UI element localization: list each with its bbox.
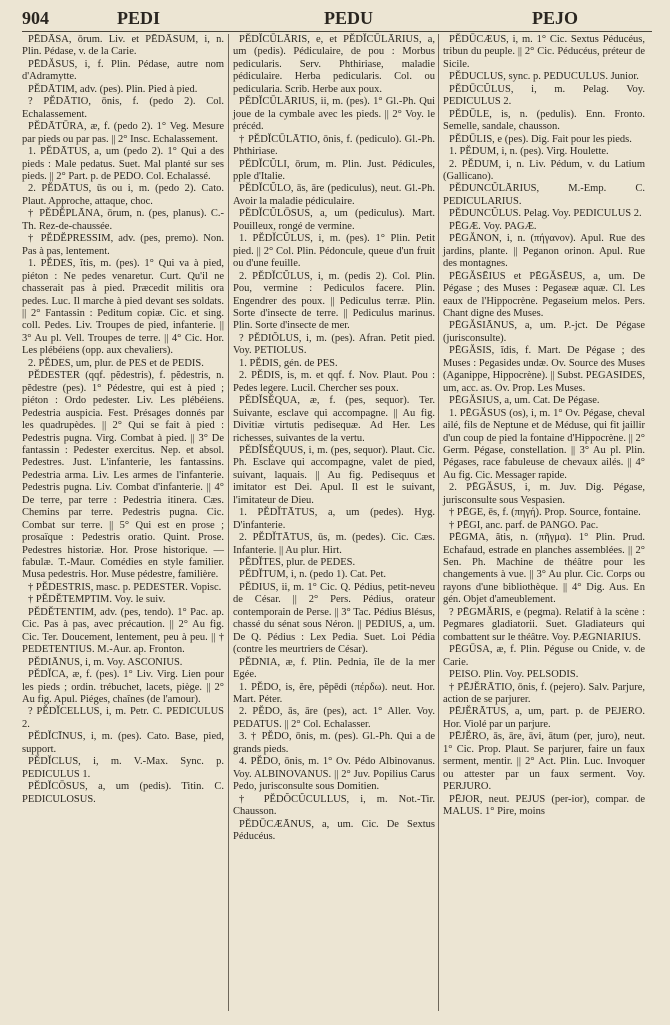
dictionary-entry: 1. PĔDĬTĀTUS, a, um (pedes). Hyg. D'infanterie. xyxy=(233,507,435,531)
dictionary-entry: † PĔDESTRIS, masc. p. PEDESTER. Vopisc. xyxy=(28,581,222,593)
dictionary-entry: PĒDĂSUS, i, f. Plin. Pédase, autre nom d'Adramytte. xyxy=(22,58,224,83)
dictionary-entry: 1. PĔDO, is, ĕre, pĕpēdi (πέρδω). neut. Hor. Mart. Péter. xyxy=(233,681,435,706)
dictionary-entry: 1. PĔDES, ĭtis, m. (pes). 1° Qui va à pied, piéton : Ne pedes venaretur. Curt. Qu'il ne chasserait pas à pied. Præcedit militis ora pedes. Luc. Il marche à pied devant ses soldats. || 2° Fantassin : Peditum copiæ. Cic. et sing. coll. Pedes. Liv. Troupes de pied, infanterie. || 3° Au pl. Vell. Troupes de terre. || 4° Cic. Hor. Les plébéiens (opp. aux chevaliers). xyxy=(22,258,224,357)
dictionary-entry: PĔDIUS, ii, m. 1° Cic. Q. Pédius, petit-neveu de César. || 2° Pers. Pédius, orateur contemporain de Perse. || 3° Tac. Pédius Blésus, chassé du sénat sous Néron. || PEDIUS, a, um. De Q. Pédius : Lex Pedia. Suet. Loi Pédia (contre les meurtriers de César). xyxy=(233,581,435,656)
page-number: 904 xyxy=(22,8,49,28)
dictionary-entry: PĒDĀSA, ōrum. Liv. et PĒDĀSUM, i, n. Plin. Pédase, v. de la Carie. xyxy=(22,34,224,58)
dictionary-entry: † PĔDĔTEMPTIM. Voy. le suiv. xyxy=(28,594,166,606)
column-right xyxy=(443,34,645,819)
dictionary-entry: PĒJOR, neut. PEJUS (per-ior), compar. de MALUS. 1° Pire, moins xyxy=(443,793,645,818)
dictionary-entry: PĔDŪLE, is, n. (pedulis). Enn. Fronto. Semelle, sandale, chausson. xyxy=(443,108,645,133)
dictionary-entry: ? PĒGMĂRIS, e (pegma). Relatif à la scène : Pegmares gladiatorii. Suet. Gladiateurs qui combattent sur le théâtre. Voy. PÆGNIARIUS. xyxy=(443,606,645,643)
dictionary-entry: PĔDĬCA, æ, f. (pes). 1° Liv. Virg. Lien pour les pieds ; ordin. trébuchet, lacets, piège. || 2° Au fig. Apul. Piéges, chaînes (de l'amour). xyxy=(22,669,224,706)
dictionary-entry: 3. † PĔDO, ōnis, m. (pes). Gl.-Ph. Qui a de grands pieds. xyxy=(233,731,435,755)
column-middle xyxy=(233,34,435,843)
dictionary-entry: PĒGMA, ătis, n. (πῆγμα). 1° Plin. Prud. Echafaud, estrade en planches assemblées. || 2° Sen. Ph. Machine de théâtre pour les changements à vue. || 3° Au plur. Cic. Corps ou rayons d'une bibliothèque. || 4° Dig. Aus. En gén. Objet d'ameublement. xyxy=(443,532,645,606)
dictionary-entry: 1. PĔDUM, i, n. (pes). Virg. Houlette. xyxy=(449,146,609,158)
header-rule xyxy=(22,31,652,32)
dictionary-entry: PEISO. Plin. Voy. PELSODIS. xyxy=(449,669,579,681)
dictionary-entry: † PĔDĔPRESSIM, adv. (pes, premo). Non. Pas à pas, lentement. xyxy=(22,233,224,257)
dictionary-entry: PĔDĬCŪLĀRIS, e, et PĔDĬCŪLĀRIUS, a, um (pedis). Pédiculaire, de pou : Morbus pedicularis. Serv. Phthiriase, maladie pédiculaire. Herba pedicularis. Col. ou pedicularia. Scrib. Herbe aux poux. xyxy=(233,34,435,95)
dictionary-entry: PĒGŪSA, æ, f. Plin. Péguse ou Cnide, v. de Carie. xyxy=(443,644,645,668)
dictionary-entry: † PĔDĔPLĀNA, ōrum, n. (pes, planus). C.-Th. Rez-de-chaussée. xyxy=(22,208,224,232)
column-divider xyxy=(228,34,229,1011)
dictionary-entry: PĒJĔRO, ās, āre, āvi, ātum (per, juro), neut. 1° Cic. Prop. Plaut. Se parjurer, faire un faux serment, mentir. || 2° Act. Plin. Luc. Invoquer ou attester par un faux serment. Voy. PERJURO. xyxy=(443,731,645,793)
dictionary-entry: 2. PĒGĂSUS, i, m. Juv. Dig. Pégase, jurisconsulte sous Vespasien. xyxy=(443,482,645,506)
dictionary-entry: 2. PĔDES, um, plur. de PES et de PEDIS. xyxy=(28,357,204,369)
dictionary-entry: PĔDĬCŬLŌSUS, a, um (pediculus). Mart. Pouilleux, rongé de vermine. xyxy=(233,208,435,232)
dictionary-entry: PĔDUNCŬLĀRIUS, M.-Emp. C. PEDICULARIUS. xyxy=(443,183,645,207)
guide-word-left: PEDI xyxy=(117,8,161,28)
dictionary-entry: ? PĔDĬCELLUS, i, m. Petr. C. PEDICULUS 2. xyxy=(22,706,224,730)
column-divider xyxy=(438,34,439,1011)
dictionary-entry: PĔDŪLIS, e (pes). Dig. Fait pour les pieds. xyxy=(449,133,632,145)
dictionary-entry: † PĒJĔRĀTIO, ōnis, f. (pejero). Salv. Parjure, action de se parjurer. xyxy=(443,681,645,706)
dictionary-entry: PĔDĬCŌSUS, a, um (pedis). Titin. C. PEDICULOSUS. xyxy=(22,781,224,805)
dictionary-entry: 2. PĔDĀTUS, ūs ou i, m. (pedo 2). Cato. Plaut. Approche, attaque, choc. xyxy=(22,183,224,207)
column-left xyxy=(22,34,224,806)
dictionary-entry: 4. PĔDO, ōnis, m. 1° Ov. Pédo Albinovanus. Voy. ALBINOVANUS. || 2° Juv. Popilius Carus Pedo, jurisconsulte sous Domitien. xyxy=(233,756,435,793)
dictionary-entry: PĔDĀTŪRA, æ, f. (pedo 2). 1° Veg. Mesure par pieds ou par pas. || 2° Insc. Echalassement. xyxy=(22,121,224,145)
dictionary-entry: PĒJĔRĀTUS, a, um, part. p. de PEJERO. Hor. Violé par un parjure. xyxy=(443,706,645,730)
dictionary-entry: 1. PĔDĀTUS, a, um (pedo 2). 1° Qui a des pieds : Male pedatus. Suet. Mal planté sur ses pieds. || 2° Part. p. de PEDO. Col. Echalassé. xyxy=(22,146,224,182)
guide-word-center: PEDU xyxy=(324,8,373,28)
dictionary-entry: PĔDĬSĔQUA, æ, f. (pes, sequor). Ter. Suivante, esclave qui accompagne. || Au fig. Divitiæ virtutis pedisequæ. Ad Her. Les richesses, suivantes de la vertu. xyxy=(233,395,435,444)
dictionary-entry: PĔDĬCŪLĀRIUS, ii, m. (pes). 1° Gl.-Ph. Qui joue de la cymbale avec les pieds. || 2° Voy. le précéd. xyxy=(233,96,435,133)
dictionary-entry: PĔDIĀNUS, i, m. Voy. ASCONIUS. xyxy=(28,656,183,668)
dictionary-entry: PĔDESTER (qqf. pĕdestris), f. pĕdestris, n. pĕdestre (pes). 1° Pédestre, qui est à pied ; piéton : Ordo pedester. Liv. Les plébéiens. Pedestria auspicia. Fest. Présages donnés par les quadrupèdes. || 2° Qui se fait à pied : Pedestris pugna. Virg. Combat à pied. || 3° De fantassin : Pedester exercitus. Nep. et absol. Pedestres. Just. L'infanterie, les fantassins. Pedestria arma. Liv. Les armes de l'infanterie. Pedestris pugna. Liv. Combat d'infanterie. || 4° De terre, par terre : Pedestria itinera. Cæs. Chemins par terre. Pedestris pugna. Cic. Combat sur terre. || 5° Qui est en prose ; prosaïque : Pedestris oratio. Quint. Prose. Pedestres historiæ. Hor. Prose historique. — fabulæ. T.-Maur. Comédies en style familier. Musa pedestris. Hor. Muse pédestre, familière. xyxy=(22,370,224,581)
dictionary-entry: PĔDĬCŬLO, ās, āre (pediculus), neut. Gl.-Ph. Avoir la maladie pédiculaire. xyxy=(233,183,435,207)
dictionary-entry: PĔDŪCÆUS, i, m. 1° Cic. Sextus Péducéus, tribun du peuple. || 2° Cic. Péducéus, préteur de Sicile. xyxy=(443,34,645,70)
dictionary-entry: 2. PĔDĬTĀTUS, ūs, m. (pedes). Cic. Cæs. Infanterie. || Au plur. Hirt. xyxy=(233,532,435,556)
dictionary-entry: PĔDUNCŬLUS. Pelag. Voy. PEDICULUS 2. xyxy=(449,208,642,220)
dictionary-entry: † PĔDĬCŪLĀTIO, ōnis, f. (pediculo). Gl.-Ph. Phthiriase. xyxy=(233,133,435,158)
dictionary-entry: PĔDĬTUM, i, n. (pedo 1). Cat. Pet. xyxy=(239,569,386,581)
dictionary-entry: PĔDĬCŬLI, ōrum, m. Plin. Just. Pédicules, pple d'Italie. xyxy=(233,158,435,182)
dictionary-entry: ? PĔDIŎLUS, i, m. (pes). Afran. Petit pied. Voy. PETIOLUS. xyxy=(233,332,435,357)
dictionary-entry: † PĒGI, anc. parf. de PANGO. Pac. xyxy=(449,519,599,531)
dictionary-entry: † PĔDŎCŬCULLUS, i, m. Not.-Tir. Chausson. xyxy=(233,793,435,818)
dictionary-entry: PĔDŪCÆĀNUS, a, um. Cic. De Sextus Péducéus. xyxy=(233,818,435,842)
dictionary-entry: 1. PĔDĬCŬLUS, i, m. (pes). 1° Plin. Petit pied. || 2° Col. Plin. Pédoncule, queue d'un fruit ou d'une feuille. xyxy=(233,233,435,270)
dictionary-entry: 2. PĔDO, ās, āre (pes), act. 1° Aller. Voy. PEDATUS. || 2° Col. Echalasser. xyxy=(233,706,435,730)
running-header xyxy=(22,6,652,30)
dictionary-entry: PĔDUCLUS, sync. p. PEDUCULUS. Junior. xyxy=(449,71,639,83)
dictionary-entry: PĔDĬCĪNUS, i, m. (pes). Cato. Base, pied, support. xyxy=(22,731,224,755)
dictionary-entry: PĒGĂSIĀNUS, a, um. P.-jct. De Pégase (jurisconsulte). xyxy=(443,320,645,344)
dictionary-entry: PĒGĂSIS, ĭdis, f. Mart. De Pégase ; des Muses : Pegasides undæ. Ov. Source des Muses (Aganippe, Hippocrène). || Subst. PEGASIDES, um, acc. as. Ov. Prop. Les Muses. xyxy=(443,345,645,394)
dictionary-entry: ? PĔDĀTIO, ōnis, f. (pedo 2). Col. Echalassement. xyxy=(22,96,224,120)
dictionary-entry: PĔDŪCŬLUS, i, m. Pelag. Voy. PEDICULUS 2. xyxy=(443,83,645,108)
dictionary-entry: 2. PĔDĬCŬLUS, i, m. (pedis 2). Col. Plin. Pou, vermine : Pediculos facere. Plin. Engendrer des poux. || Pediculus terræ. Plin. Sorte d'insecte de terre. || Pediculus marinus. Plin. Sorte d'insecte de mer. xyxy=(233,270,435,332)
dictionary-entry: PĔDĀTIM, adv. (pes). Plin. Pied à pied. xyxy=(28,83,198,95)
dictionary-entry: 1. PĒGĂSUS (os), i, m. 1° Ov. Pégase, cheval ailé, fils de Neptune et de Méduse, qui fit jaillir d'un coup de pied la fontaine d'Hippocrène. || 2° Germ. Pégase, constellation. || 3° Au pl. Plin. Pégases, race fabuleuse de chevaux ailés. || 4° Au fig. Cic. Messager rapide. xyxy=(443,407,645,481)
dictionary-entry: PĔDĔTENTIM, adv. (pes, tendo). 1° Pac. ap. Cic. Pas à pas, avec précaution. || 2° Au fig. Cic. Ter. Doucement, lentement, peu à peu. || † PEDETENTIUS. M.-Aur. ap. Fronton. xyxy=(22,606,224,656)
dictionary-entry: PĒGÆ. Voy. PAGÆ. xyxy=(449,220,537,232)
dictionary-entry: PĒGĂSIUS, a, um. Cat. De Pégase. xyxy=(449,395,600,407)
guide-word-right: PEJO xyxy=(532,8,579,28)
dictionary-entry: PĔDNIA, æ, f. Plin. Pednia, île de la mer Egée. xyxy=(233,656,435,681)
dictionary-entry: PĔDĬTES, plur. de PEDES. xyxy=(239,557,356,569)
dictionary-entry: 2. PĔDUM, i, n. Liv. Pédum, v. du Latium (Gallicano). xyxy=(443,158,645,182)
dictionary-entry: 1. PĔDIS, gén. de PES. xyxy=(239,357,338,369)
dictionary-entry: PĒGĂNON, i, n. (πήγανον). Apul. Rue des jardins, plante. || Peganon orinon. Apul. Rue des montagnes. xyxy=(443,233,645,270)
dictionary-entry: PĔDĬSĔQUUS, i, m. (pes, sequor). Plaut. Cic. Ph. Esclave qui accompagne, valet de pied, suivant, laquais. || Au fig. Pedisequus et imitator est Dei. Apul. Il est le suivant, l'imitateur de Dieu. xyxy=(233,444,435,506)
dictionary-entry: † PĒGE, ēs, f. (πηγή). Prop. Source, fontaine. xyxy=(449,507,641,519)
dictionary-entry: 2. PĔDIS, is, m. et qqf. f. Nov. Plaut. Pou : Pedes legere. Lucil. Chercher ses poux. xyxy=(233,370,435,394)
dictionary-entry: PĔDĬCLUS, i, m. V.-Max. Sync. p. PEDICULUS 1. xyxy=(22,756,224,780)
dictionary-entry: PĒGĂSĒIUS et PĒGĂSĒUS, a, um. De Pégase ; des Muses : Pegaseæ aquæ. Cl. Les eaux de l'Hippocrène. Pegaseium melos. Pers. Chant digne des Muses. xyxy=(443,270,645,319)
